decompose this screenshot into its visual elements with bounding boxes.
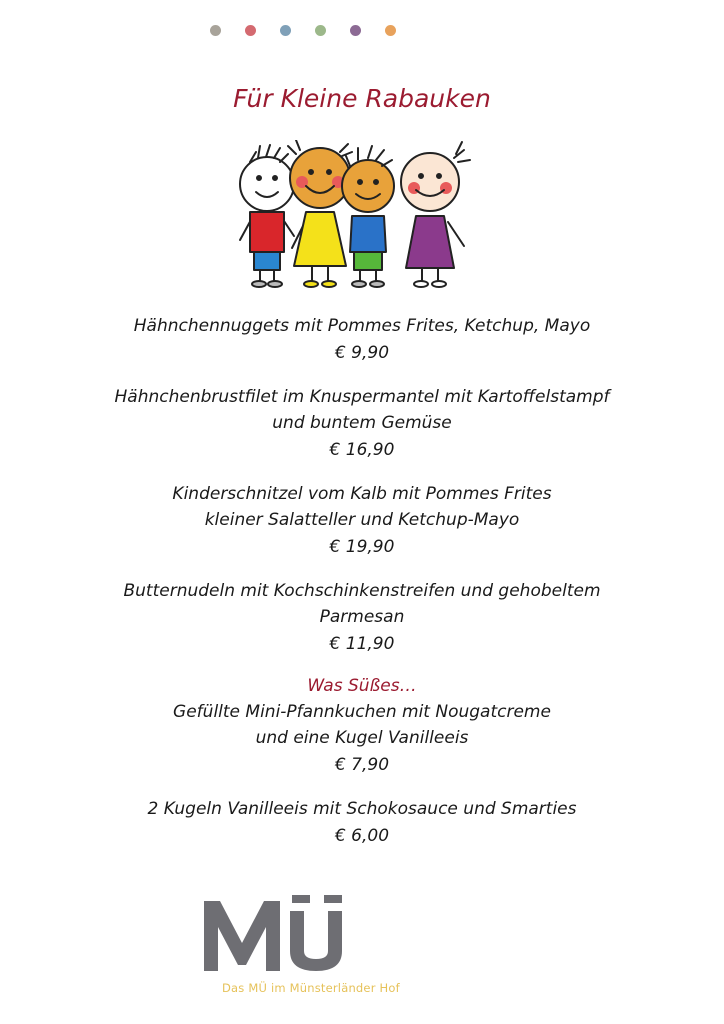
dessert-item-text: Gefüllte Mini-Pfannkuchen mit Nougatcreme [173, 702, 551, 722]
mu-logo-letters [204, 895, 342, 971]
menu-item [60, 481, 664, 561]
menu-item [60, 578, 664, 658]
dot-red [245, 25, 256, 36]
dot-purple [350, 25, 361, 36]
menu-item-text: Hähnchenbrustfilet im Knuspermantel mit Kartoffelstampf [114, 387, 610, 407]
kid-red-shirt [240, 145, 294, 287]
decorative-dots [210, 25, 396, 36]
kid-blue-shirt [342, 146, 394, 287]
menu-item-text: Hähnchennuggets mit Pommes Frites, Ketchup, Mayo [133, 316, 591, 336]
menu-item-text: kleiner Salatteller und Ketchup-Mayo [204, 510, 520, 530]
menu-item-price: € 19,90 [329, 537, 395, 557]
dessert-item [60, 796, 664, 850]
dessert-item [60, 699, 664, 779]
menu-item-text: Butternudeln mit Kochschinkenstreifen und gehobeltem [123, 581, 601, 601]
menu-item-price: € 9,90 [334, 343, 390, 363]
dessert-item-text: und eine Kugel Vanilleeis [255, 728, 469, 748]
menu-item-text: und buntem Gemüse [272, 413, 452, 433]
dot-green [315, 25, 326, 36]
dot-blue [280, 25, 291, 36]
kid-purple-dress [401, 142, 470, 287]
menu-item [60, 313, 664, 367]
menu-item-price: € 16,90 [329, 440, 395, 460]
dessert-item-text: 2 Kugeln Vanilleeis mit Schokosauce und Smarties [147, 799, 577, 819]
menu-list [60, 313, 664, 867]
menu-item-text: Parmesan [319, 607, 405, 627]
kids-illustration [230, 140, 490, 300]
menu-item-text: Kinderschnitzel vom Kalb mit Pommes Frites [172, 484, 552, 504]
menu-item [60, 384, 664, 464]
menu-item-price: € 11,90 [329, 634, 395, 654]
mu-logo [204, 893, 354, 973]
dessert-heading: Was Süßes… [307, 676, 417, 696]
kid-yellow-dress [288, 140, 352, 287]
tagline: Das MÜ im Münsterländer Hof [222, 981, 400, 995]
dessert-item-price: € 6,00 [334, 826, 390, 846]
dessert-item-price: € 7,90 [334, 755, 390, 775]
dot-gray [210, 25, 221, 36]
menu-title: Für Kleine Rabauken [233, 84, 491, 113]
dot-orange [385, 25, 396, 36]
